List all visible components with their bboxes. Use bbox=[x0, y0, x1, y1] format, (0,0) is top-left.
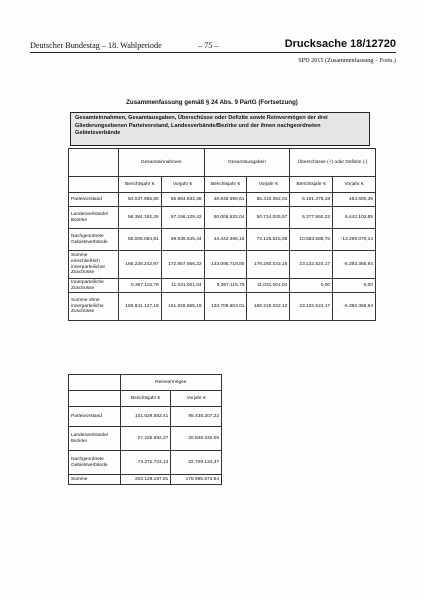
column-header: Vorjahr € bbox=[161, 177, 204, 193]
row-label: Nachgeordnete Gebietsverbände bbox=[69, 451, 121, 475]
cell: 6.442.102,85 bbox=[333, 207, 376, 229]
row-label: Summe einschließlich innerparteilicher Zuschüsse bbox=[69, 251, 119, 279]
column-header: Berichtsjahr € bbox=[290, 177, 333, 193]
cell: 73.272.723,13 bbox=[120, 451, 171, 475]
column-header: Berichtsjahr € bbox=[204, 177, 247, 193]
group-header: Überschüsse (+) oder Defizite (-) bbox=[290, 149, 376, 177]
cell: 11.031.001,04 bbox=[247, 279, 290, 293]
row-label: Summe ohne innerparteiliche Zuschüsse bbox=[69, 293, 119, 321]
table-row bbox=[69, 451, 222, 475]
corner-cell bbox=[69, 149, 119, 177]
column-header: Berichtsjahr € bbox=[118, 177, 161, 193]
cell: 133.708.603,01 bbox=[204, 293, 247, 321]
table-row bbox=[69, 193, 376, 207]
cell: 23.132.524,17 bbox=[290, 293, 333, 321]
cell: 0,00 bbox=[290, 279, 333, 293]
cell: 44.442.496,15 bbox=[204, 229, 247, 251]
cell: 57.156.128,42 bbox=[161, 207, 204, 229]
net-assets-table bbox=[68, 374, 222, 485]
cell: 54.037.965,80 bbox=[118, 193, 161, 207]
row-label: Parteivorstand bbox=[69, 193, 119, 207]
table-row bbox=[69, 229, 376, 251]
cell: 179.250.033,16 bbox=[247, 251, 290, 279]
cell: 23.132.524,17 bbox=[290, 251, 333, 279]
cell: 55.864.932,38 bbox=[161, 193, 204, 207]
table-row bbox=[69, 293, 376, 321]
page-number: – 75 – bbox=[198, 41, 219, 50]
corner-cell bbox=[69, 391, 121, 407]
cell: 10.563.588,76 bbox=[290, 229, 333, 251]
cell: 6.377.560,22 bbox=[290, 207, 333, 229]
cell: 50.714.025,57 bbox=[247, 207, 290, 229]
cell: 0,00 bbox=[333, 279, 376, 293]
table-row bbox=[69, 279, 376, 293]
table-row bbox=[69, 251, 376, 279]
cell: 9.387.115,79 bbox=[204, 279, 247, 293]
column-header: Vorjahr € bbox=[171, 391, 222, 407]
row-label: Landesverbände/ Bezirke bbox=[69, 427, 121, 451]
corner-cell bbox=[69, 177, 119, 193]
row-label: Landesverbände/ Bezirke bbox=[69, 207, 119, 229]
cell: 62.709.134,37 bbox=[171, 451, 222, 475]
cell: 73.125.615,58 bbox=[247, 229, 290, 251]
cell: 59.936.545,44 bbox=[161, 229, 204, 251]
row-label: Summe bbox=[69, 475, 121, 485]
header-left: Deutscher Bundestag – 18. Wahlperiode bbox=[30, 41, 162, 50]
header-rule bbox=[30, 52, 396, 53]
cell: 202.128.197,81 bbox=[120, 475, 171, 485]
section-heading: Zusammenfassung gemäß § 24 Abs. 9 PartG (Fortsetzung) bbox=[126, 99, 298, 106]
cell: 9.387.115,79 bbox=[118, 279, 161, 293]
group-header: Gesamteinnahmen bbox=[118, 149, 204, 177]
cell: 20.848.332,05 bbox=[171, 427, 222, 451]
cell: 95.438.207,22 bbox=[171, 407, 222, 427]
header-subtitle: SPD 2015 (Zusammenfassung – Forts.) bbox=[298, 57, 396, 64]
row-label: Parteivorstand bbox=[69, 407, 121, 427]
cell: 156.841.127,18 bbox=[118, 293, 161, 321]
cell: 143.095.718,80 bbox=[204, 251, 247, 279]
table-row bbox=[69, 207, 376, 229]
column-header: Vorjahr € bbox=[247, 177, 290, 193]
group-header: Reinvermögen bbox=[120, 375, 221, 391]
row-label: Nachgeordnete Gebietsverbände bbox=[69, 229, 119, 251]
cell: 48.846.590,61 bbox=[204, 193, 247, 207]
cell: 178.995.673,64 bbox=[171, 475, 222, 485]
cell: 454.600,36 bbox=[333, 193, 376, 207]
group-header: Gesamtausgaben bbox=[204, 149, 290, 177]
cell: 166.228.242,97 bbox=[118, 251, 161, 279]
cell: 56.384.192,26 bbox=[118, 207, 161, 229]
cell: -13.289.070,14 bbox=[333, 229, 376, 251]
cell: 11.031.001,04 bbox=[161, 279, 204, 293]
cell: 55.006.084,91 bbox=[118, 229, 161, 251]
table-row bbox=[69, 407, 222, 427]
cell: 6.191.375,19 bbox=[290, 193, 333, 207]
cell: -6.392.366,94 bbox=[333, 251, 376, 279]
table-caption: Gesamteinnahmen, Gesamtausgaben, Überschüsse oder Defizite sowie Reinvermögen der drei Gliederungsebenen Parteivorstand, Landesverbände/Bezirke und der ihnen nachgeordneten Gebietsverbände bbox=[70, 112, 370, 146]
table-row bbox=[69, 475, 222, 485]
row-label: Innerparteiliche Zuschüsse bbox=[69, 279, 119, 293]
cell: 101.629.582,41 bbox=[120, 407, 171, 427]
table-row bbox=[69, 427, 222, 451]
cell: -6.392.366,94 bbox=[333, 293, 376, 321]
cell: 50.006.632,04 bbox=[204, 207, 247, 229]
doc-number: Drucksache 18/12720 bbox=[284, 38, 396, 50]
cell: 172.857.666,22 bbox=[161, 251, 204, 279]
corner-cell bbox=[69, 375, 121, 391]
cell: 27.225.892,27 bbox=[120, 427, 171, 451]
column-header: Berichtsjahr € bbox=[120, 391, 171, 407]
cell: 161.826.665,18 bbox=[161, 293, 204, 321]
column-header: Vorjahr € bbox=[333, 177, 376, 193]
summary-table bbox=[68, 148, 376, 321]
cell: 55.410.392,01 bbox=[247, 193, 290, 207]
cell: 168.219.032,12 bbox=[247, 293, 290, 321]
